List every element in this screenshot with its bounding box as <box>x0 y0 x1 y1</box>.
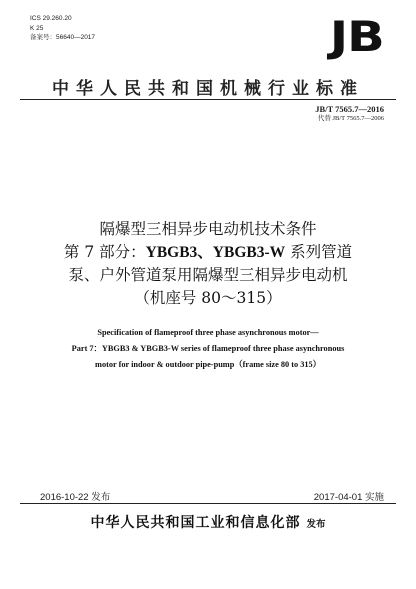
cn-title-series: 系列管道 <box>285 243 353 261</box>
record-number: 备案号：56640—2017 <box>30 34 96 41</box>
en-title-line-1: Specification of flameproof three phase asynchronous motor— <box>97 328 319 337</box>
en-title-line-3: motor for indoor & outdoor pipe-pump（frame size 80 to 315） <box>95 360 321 369</box>
en-title-line-2: Part 7：YBGB3 & YBGB3-W series of flameproof three phase asynchronous <box>71 344 345 353</box>
cn-title-line-2 <box>0 241 416 264</box>
issuer-suffix: 发布 <box>306 519 326 530</box>
standard-type-title: 中华人民共和国机械行业标准 <box>52 79 364 99</box>
bottom-divider <box>20 503 396 504</box>
cn-title-line-1: 隔爆型三相异步电动机技术条件 <box>99 220 317 238</box>
cn-title-line-4: （机座号 80～315） <box>134 289 282 307</box>
replaces-standard: 代替 JB/T 7565.7—2006 <box>317 115 384 122</box>
chinese-title <box>0 218 416 310</box>
classification-block <box>30 14 95 43</box>
english-title <box>0 325 416 373</box>
publish-date: 2016-10-22 发布 <box>40 492 111 503</box>
standard-number: JB/T 7565.7—2016 <box>315 104 384 114</box>
implement-date: 2017-04-01 实施 <box>313 492 384 503</box>
ics-code: ICS 29.260.20 <box>30 15 72 22</box>
issuer-name: 中华人民共和国工业和信息化部 <box>90 515 301 531</box>
category-code: K 25 <box>30 24 44 32</box>
jb-logo: JB <box>330 12 384 61</box>
cn-title-line-3: 泵、户外管道泵用隔爆型三相异步电动机 <box>68 266 348 284</box>
top-divider <box>20 99 396 100</box>
cn-title-part: 第 7 部分： <box>63 243 146 261</box>
standard-number-block <box>315 104 384 124</box>
cn-title-models: YBGB3、YBGB3-W <box>145 244 286 261</box>
issuer <box>0 512 416 532</box>
